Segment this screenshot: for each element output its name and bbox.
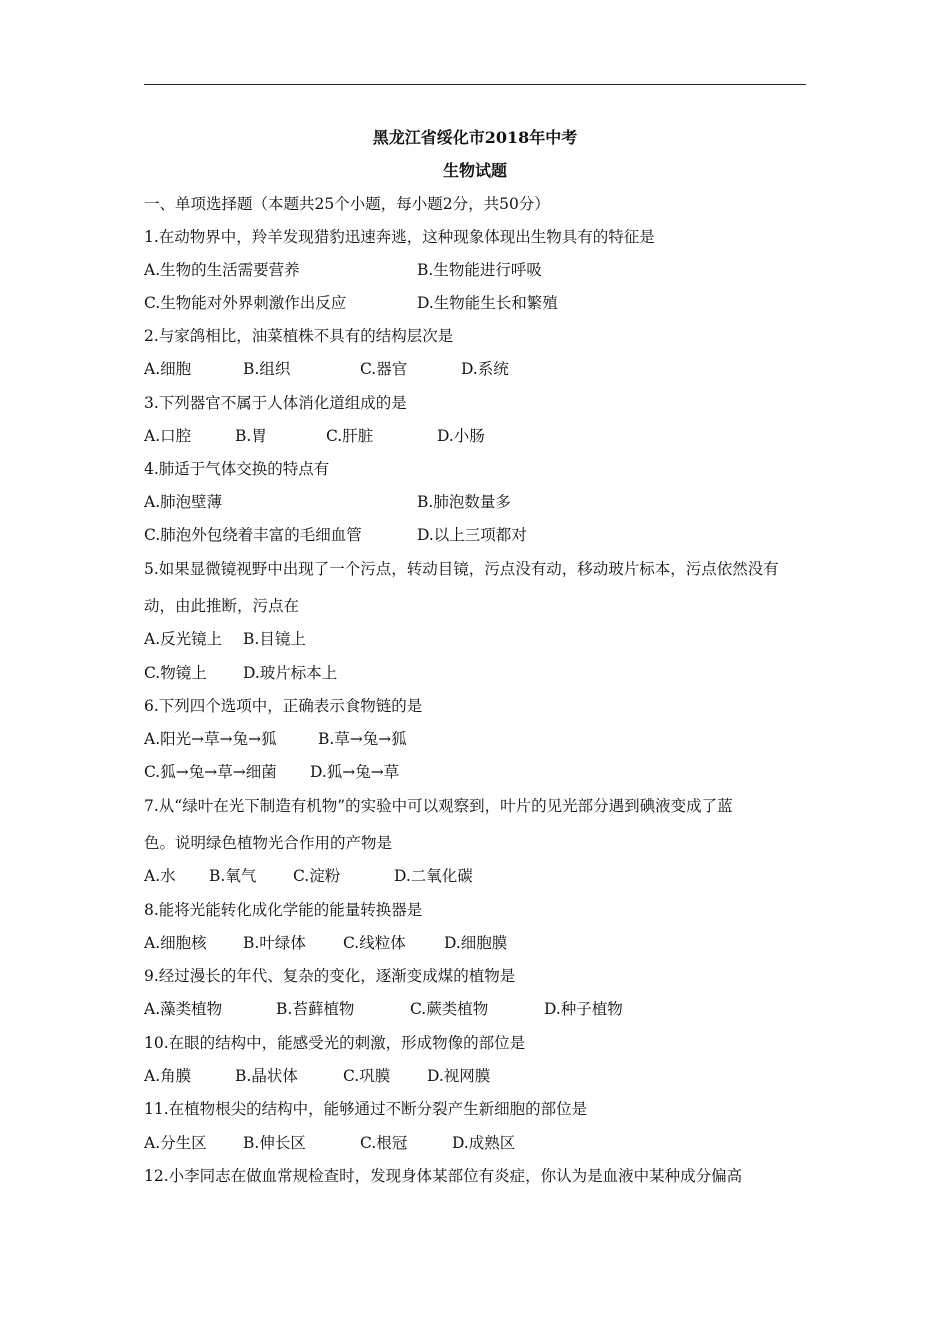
question-4-stem: 4.肺适于气体交换的特点有 <box>144 460 330 478</box>
question-11-option-d: D.成熟区 <box>452 1134 516 1152</box>
question-10-option-a: A.角膜 <box>144 1067 192 1085</box>
exam-subtitle: 生物试题 <box>442 161 507 180</box>
question-5-stem: 5.如果显微镜视野中出现了一个污点，转动目镜，污点没有动，移动玻片标本，污点依然没有 <box>144 560 779 578</box>
question-1-option-c: C.生物能对外界刺激作出反应 <box>144 294 347 312</box>
question-4-option-a: A.肺泡壁薄 <box>144 493 223 511</box>
question-12-stem: 12.小李同志在做血常规检查时，发现身体某部位有炎症，你认为是血液中某种成分偏高 <box>144 1167 743 1185</box>
question-4-option-c: C.肺泡外包绕着丰富的毛细血管 <box>144 526 362 544</box>
question-8-stem: 8.能将光能转化成化学能的能量转换器是 <box>144 901 423 919</box>
question-8-option-a: A.细胞核 <box>144 934 207 952</box>
question-5-option-b: B.目镜上 <box>243 630 306 648</box>
question-8-option-b: B.叶绿体 <box>243 934 306 952</box>
question-4-option-b: B.肺泡数量多 <box>417 493 511 511</box>
question-3-option-b: B.胃 <box>235 427 267 445</box>
question-4-option-d: D.以上三项都对 <box>417 526 527 544</box>
question-1-option-d: D.生物能生长和繁殖 <box>417 294 558 312</box>
question-3-stem: 3.下列器官不属于人体消化道组成的是 <box>144 394 407 412</box>
question-6-option-a: A.阳光→草→兔→狐 <box>144 730 277 748</box>
question-9-option-a: A.藻类植物 <box>144 1000 223 1018</box>
question-11-option-a: A.分生区 <box>144 1134 207 1152</box>
question-5-option-c: C.物镜上 <box>144 664 207 682</box>
question-2-option-b: B.组织 <box>243 360 291 378</box>
question-10-option-d: D.视网膜 <box>427 1067 491 1085</box>
question-11-option-b: B.伸长区 <box>243 1134 306 1152</box>
question-10-stem: 10.在眼的结构中，能感受光的刺激，形成物像的部位是 <box>144 1034 526 1052</box>
question-6-option-c: C.狐→兔→草→细菌 <box>144 763 277 781</box>
question-6-stem: 6.下列四个选项中，正确表示食物链的是 <box>144 697 423 715</box>
question-3-option-d: D.小肠 <box>437 427 485 445</box>
question-7-option-c: C.淀粉 <box>293 867 341 885</box>
question-1-option-b: B.生物能进行呼吸 <box>417 261 542 279</box>
question-7-stem: 7.从“绿叶在光下制造有机物”的实验中可以观察到，叶片的见光部分遇到碘液变成了蓝 <box>144 797 733 815</box>
question-6-option-d: D.狐→兔→草 <box>310 763 400 781</box>
question-1-option-a: A.生物的生活需要营养 <box>144 261 300 279</box>
question-2-stem: 2.与家鸽相比，油菜植株不具有的结构层次是 <box>144 327 454 345</box>
question-9-option-b: B.苔藓植物 <box>276 1000 355 1018</box>
question-7-option-a: A.水 <box>144 867 176 885</box>
question-9-option-c: C.蕨类植物 <box>410 1000 489 1018</box>
section-heading: 一、单项选择题（本题共25个小题，每小题2分，共50分） <box>144 195 550 213</box>
question-11-stem: 11.在植物根尖的结构中，能够通过不断分裂产生新细胞的部位是 <box>144 1100 588 1118</box>
question-9-stem: 9.经过漫长的年代、复杂的变化，逐渐变成煤的植物是 <box>144 967 516 985</box>
exam-title: 黑龙江省绥化市2018年中考 <box>372 128 578 147</box>
header-rule <box>144 84 806 85</box>
question-8-option-c: C.线粒体 <box>343 934 406 952</box>
question-2-option-d: D.系统 <box>461 360 509 378</box>
question-7-stem-cont: 色。说明绿色植物光合作用的产物是 <box>144 834 393 852</box>
question-5-option-a: A.反光镜上 <box>144 630 223 648</box>
question-3-option-a: A.口腔 <box>144 427 192 445</box>
question-1-stem: 1.在动物界中，羚羊发现猎豹迅速奔逃，这种现象体现出生物具有的特征是 <box>144 228 655 246</box>
question-9-option-d: D.种子植物 <box>544 1000 623 1018</box>
question-6-option-b: B.草→兔→狐 <box>318 730 407 748</box>
question-2-option-c: C.器官 <box>360 360 408 378</box>
question-8-option-d: D.细胞膜 <box>444 934 508 952</box>
question-10-option-b: B.晶状体 <box>235 1067 298 1085</box>
question-11-option-c: C.根冠 <box>360 1134 408 1152</box>
question-7-option-b: B.氧气 <box>209 867 257 885</box>
question-3-option-c: C.肝脏 <box>326 427 374 445</box>
question-2-option-a: A.细胞 <box>144 360 192 378</box>
question-5-option-d: D.玻片标本上 <box>243 664 338 682</box>
question-5-stem-cont: 动，由此推断，污点在 <box>144 597 300 615</box>
question-10-option-c: C.巩膜 <box>343 1067 391 1085</box>
question-7-option-d: D.二氧化碳 <box>394 867 473 885</box>
